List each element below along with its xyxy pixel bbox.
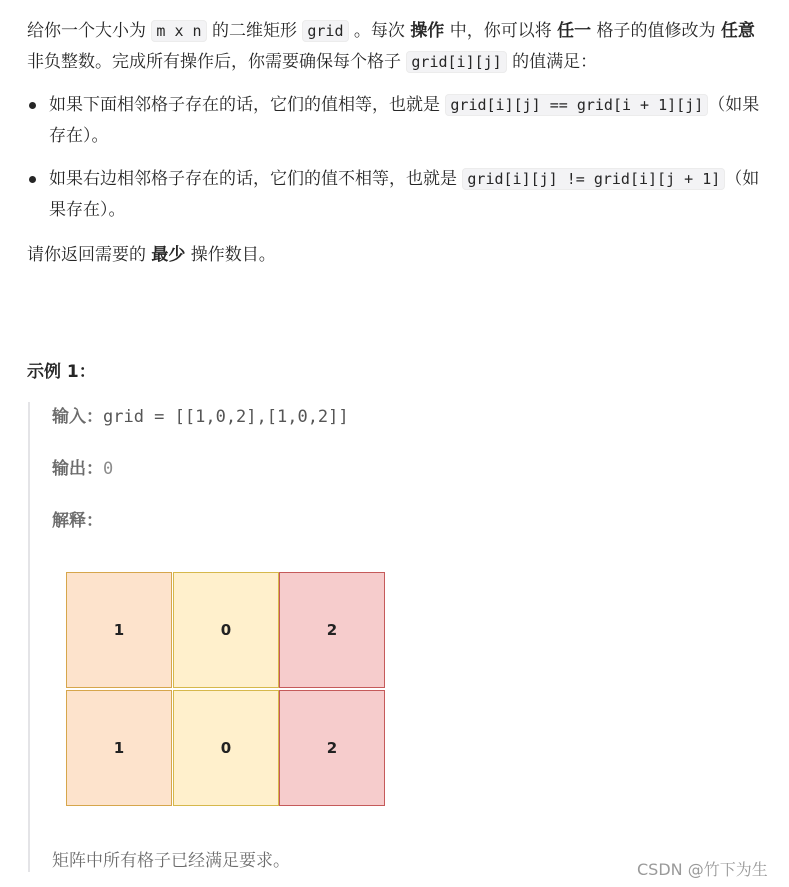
watermark: CSDN @竹下为生 <box>637 860 768 879</box>
grid-cell: 0 <box>173 572 279 688</box>
bold-term: 任意 <box>720 21 755 41</box>
intro-paragraph <box>27 16 772 78</box>
explanation-label: 解释： <box>52 511 103 531</box>
minimum-paragraph <box>27 240 772 271</box>
intro-text: 格子的值修改为 <box>591 21 721 41</box>
intro-text: 的二维矩形 <box>206 21 303 41</box>
problem-description <box>27 16 772 271</box>
inline-code: grid[i][j] != grid[i][j + 1] <box>462 168 725 190</box>
grid-cell: 2 <box>279 690 385 806</box>
intro-text: 给你一个大小为 <box>27 21 152 41</box>
example-explanation <box>52 506 748 536</box>
grid-cell: 1 <box>66 572 172 688</box>
input-value: grid = [[1,0,2],[1,0,2]] <box>103 407 349 427</box>
bold-term: 最少 <box>151 245 186 265</box>
inline-code: m x n <box>151 20 206 42</box>
output-label: 输出： <box>52 459 103 479</box>
condition-text: 如果下面相邻格子存在的话，它们的值相等，也就是 <box>49 95 446 115</box>
inline-code: grid[i][j] == grid[i + 1][j] <box>445 94 708 116</box>
grid-cell: 1 <box>66 690 172 806</box>
example-title: 示例 1： <box>27 362 96 382</box>
bold-term: 操作 <box>410 21 445 41</box>
input-label: 输入： <box>52 407 103 427</box>
output-value: 0 <box>103 459 114 479</box>
minimum-text: 请你返回需要的 <box>27 245 152 265</box>
grid-figure <box>66 572 388 806</box>
example-output <box>52 454 748 484</box>
condition-list <box>27 90 772 226</box>
bold-term: 任一 <box>557 21 592 41</box>
example-block <box>28 402 748 872</box>
intro-text: 非负整数。完成所有操作后，你需要确保每个格子 <box>27 52 407 72</box>
example-input <box>52 402 748 432</box>
intro-text: 。每次 <box>348 21 411 41</box>
intro-text: 的值满足： <box>506 52 598 72</box>
example-caption: 矩阵中所有格子已经满足要求。 <box>52 851 290 871</box>
condition-suffix: （如果存在）。 <box>49 169 760 220</box>
bullet-icon <box>29 102 36 109</box>
condition-text: 如果右边相邻格子存在的话，它们的值不相等，也就是 <box>49 169 463 189</box>
bullet-icon <box>29 176 36 183</box>
grid-cell: 2 <box>279 572 385 688</box>
list-item <box>27 90 772 152</box>
condition-suffix: （如果存在）。 <box>49 95 760 146</box>
grid-cell: 0 <box>173 690 279 806</box>
inline-code: grid[i][j] <box>406 51 506 73</box>
intro-text: 中，你可以将 <box>444 21 558 41</box>
minimum-text: 操作数目。 <box>185 245 276 265</box>
inline-code: grid <box>302 20 348 42</box>
list-item <box>27 164 772 226</box>
